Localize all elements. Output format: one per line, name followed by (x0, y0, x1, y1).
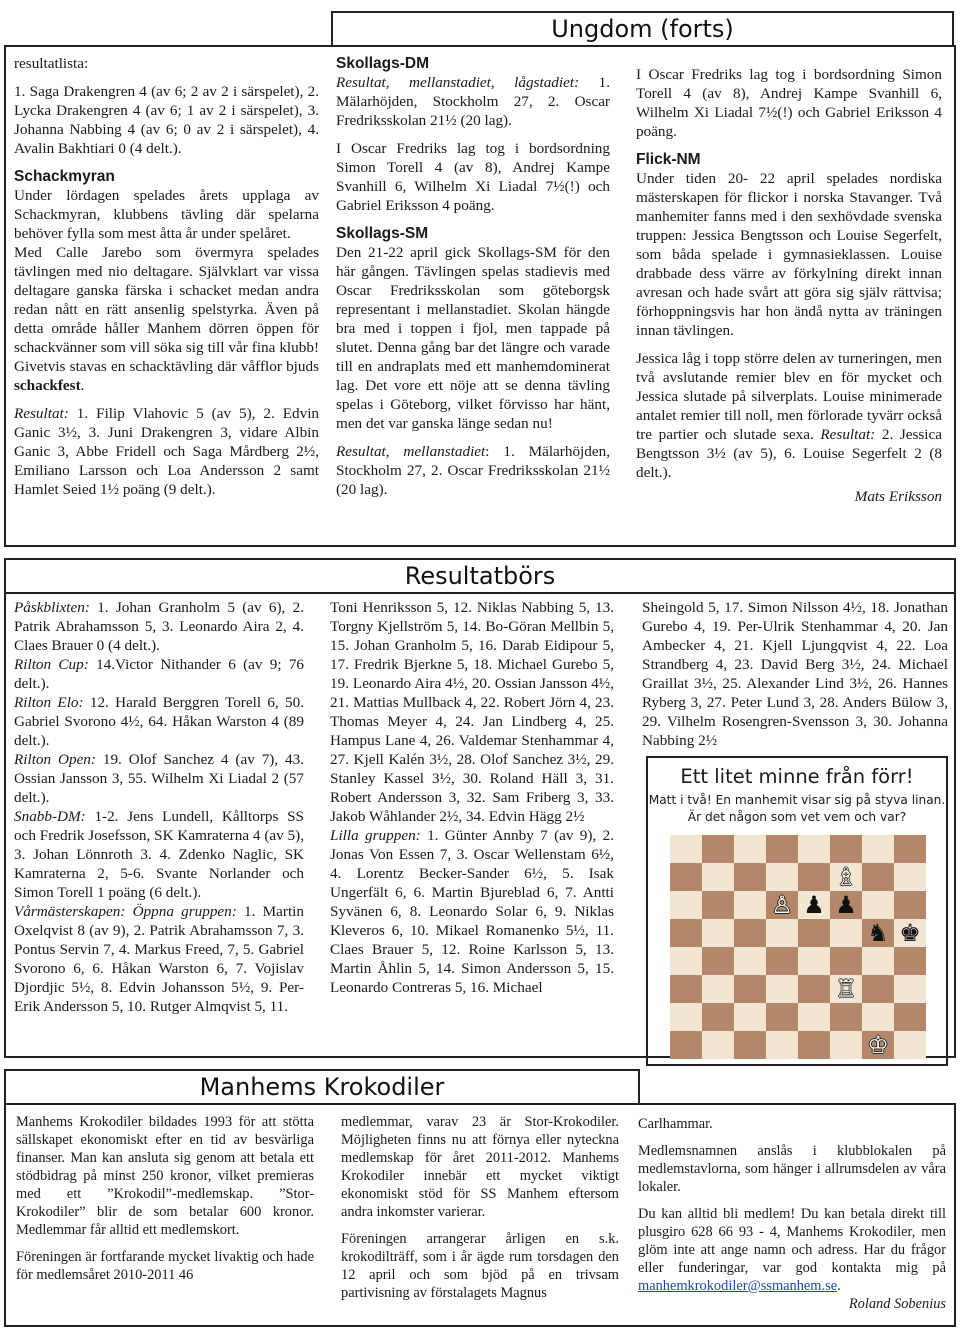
heading-skollags-dm: Skollags-DM (336, 55, 430, 72)
chess-piece: ♖ (835, 975, 857, 1003)
paragraph: Sheingold 5, 17. Simon Nilsson 4½, 18. Jonathan Gurebo 4, 19. Per-Ulrik Stenhammar 4, 20. Jan Ambecker 4, 21. Kjell Ljungqvist 4, 22. Loa Strandberg 4, 23. David Berg 3½, 24. Michael Graillat 3½, 25. Alexander Lind 3½, 26. Hannes Ryberg 3, 27. Peter Lund 3, 28. Anders Bülow 3, 29. Vilhelm Rosengren-Svensson 3, 30. Johanna Nabbing 2½ (642, 599, 948, 749)
board-square (734, 947, 766, 975)
board-square (766, 1031, 798, 1059)
board-square (894, 891, 926, 919)
board-square (894, 1031, 926, 1059)
board-square (766, 947, 798, 975)
result-entry: Rilton Elo: 12. Harald Berggren Torell 6, 50. Gabriel Svorono 4½, 64. Håkan Warston 4 (89 delt.). (14, 694, 304, 749)
paragraph: Resultat: 1. Filip Vlahovic 5 (av 5), 2. Edvin Ganic 3½, 3. Juni Drakengren 3, vidare Albin Ganic 3, Abbe Fridell och Saga Mårdberg 2½, Emiliano Larsson och Loa Andersson 2 samt Hamlet Seied 1½ poäng (9 delt.). (14, 405, 320, 498)
chess-piece: ♚ (899, 919, 921, 947)
paragraph: Medlemsnamnen anslås i klubblokalen på medlemstavlorna, som hänger i allrumsdelen av våra lokaler. (638, 1143, 946, 1195)
paragraph: Lilla gruppen: 1. Günter Annby 7 (av 9), 2. Jonas Von Essen 7, 3. Oscar Wellenstam 6½, 4. Lorentz Becker-Sander 6½, 5. Isak Ungerfält 6, 6. Martin Bjureblad 6, 7. Antti Syvänen 6, 8. Leonardo Solar 6, 9. Niklas Kleveros 6, 10. Mikael Romanenko 5½, 11. Claes Brauer 5, 12. Roine Karlsson 5, 13. Martin Åhlin 5, 14. Simon Andersson 5, 15. Leonardo Contreras 5, 16. Michael (330, 827, 614, 996)
board-square (702, 835, 734, 863)
chess-piece: ♔ (867, 1031, 889, 1059)
ungdom-col2 (336, 54, 610, 499)
board-square (830, 947, 862, 975)
paragraph: resultatlista: (14, 55, 89, 72)
result-entry: Vårmästerskapen: Öppna gruppen: 1. Martin Oxelqvist 8 (av 9), 2. Patrik Abrahamsson 7, 3. Pontus Servin 7, 4. Markus Freed, 7, 5. Gabriel Svorono 6, 6. Håkan Warston 6, 7. Vojislav Djordjic 5½, 8. Edvin Johansson 5½, 9. Per-Erik Andersson 5, 10. Rutger Almqvist 5, 11. (14, 903, 304, 1015)
result-entry: Rilton Cup: 14.Victor Nithander 6 (av 9; 76 delt.). (14, 656, 305, 692)
paragraph: Jessica låg i topp större delen av turneringen, men två avslutande remier blev en för mycket och Jessica slutade på silverplats. Louise minimerade antalet remier till noll, men förlorade tyvärr också tre partier och slutade sexa. Resultat: 2. Jessica Bengtsson 3½ (av 5), 6. Louise Segerfelt 2 (8 delt.). (636, 350, 943, 481)
paragraph: Carlhammar. (638, 1116, 713, 1132)
board-square (670, 919, 702, 947)
board-square (894, 975, 926, 1003)
board-square (798, 863, 830, 891)
board-square (798, 835, 830, 863)
email-link[interactable]: manhemkrokodiler@ssmanhem.se (638, 1278, 838, 1294)
krokodiler-col3 (638, 1115, 946, 1313)
chess-piece: ♟ (835, 891, 857, 919)
board-square (766, 863, 798, 891)
heading-flick-nm: Flick-NM (636, 151, 701, 168)
paragraph: I Oscar Fredriks lag tog i bordsordning Simon Torell 4 (av 8), Andrej Kampe Svanhill 6, Wilhelm Xi Liadal 7½(!) och Gabriel Eriksson 4 poäng. (636, 66, 942, 140)
board-square (766, 835, 798, 863)
board-square (670, 1031, 702, 1059)
paragraph: Med Calle Jarebo som övermyra spelades tävlingen med nio deltagare. Självklart var vissa deltagare ganska färska i schacket medan andra redan nått en rätt ansenlig spelstyrka. Även på detta område håller Manhem dörren öppen för schackvänner som vill söka sig till vår fina klubb! Givetvis stavas en schacktävling där våfflor bjuds schackfest. (14, 244, 319, 394)
board-square (670, 975, 702, 1003)
board-square (702, 975, 734, 1003)
paragraph: Föreningen är fortfarande mycket livaktig och hade för medlemsåret 2010-2011 46 (16, 1249, 314, 1283)
board-square (702, 947, 734, 975)
board-square (830, 1031, 862, 1059)
board-square (894, 1003, 926, 1031)
resultatbors-col2 (330, 598, 614, 997)
paragraph: Toni Henriksson 5, 12. Niklas Nabbing 5, 13. Torgny Kjellström 5, 14. Bo-Göran Mellbin 5, 15. Johan Granholm 5, 16. Darab Eidipour 5, 17. Fredrik Bjerkne 5, 18. Michael Gurebo 5, 19. Leonardo Aira 4½, 20. Ossian Jansson 4½, 21. Mattias Mullback 4, 22. Robert Jörn 4, 23. Thomas Meyer 4, 24. Jan Lindberg 4, 25. Hampus Lane 4, 26. Valdemar Stenhammar 4, 27. Kjell Kalén 3½, 28. Olof Sanchez 3½, 29. Stanley Kassel 3½, 30. Roland Häll 3, 31. Robert Andersson 3, 32. Sam Friberg 3, 33. Jakob Wåhlander 2½, 34. Edvin Hägg 2½ (330, 599, 614, 825)
board-square (894, 863, 926, 891)
board-square (798, 1031, 830, 1059)
section-title-krokodiler: Manhems Krokodiler (4, 1069, 640, 1103)
board-square (670, 863, 702, 891)
paragraph: Under tiden 20- 22 april spelades nordiska mästerskapen för flickor i norska Stavanger. Två manhemiter fanns med i den sexhövdade svenska truppen: Jessica Bengtsson och Louise Segerfelt, som båda spelade i gymnasieklassen. Louise drabbade dess värre av förkylning direkt innan avresan och hade svårt att göra sig själv rättvisa; förhoppningsvis har hon ändå nytta av träningen innan tävlingen. (636, 170, 942, 339)
board-square (670, 835, 702, 863)
board-square (702, 919, 734, 947)
board-square (734, 1031, 766, 1059)
chess-piece: ♟ (803, 891, 825, 919)
ungdom-col1 (14, 54, 319, 499)
result-entry: Rilton Open: 19. Olof Sanchez 4 (av 7), 43. Ossian Jansson 3, 55. Wilhelm Xi Liadal 2 (57 delt.). (14, 751, 305, 806)
chess-board (670, 835, 926, 1059)
memory-box-title: Ett litet minne från förr! (680, 765, 914, 788)
board-square (734, 835, 766, 863)
paragraph: Resultat, mellanstadiet, lågstadiet: 1. Mälarhöjden, Stockholm 27, 2. Oscar Fredriksskolan 21½ (20 lag). (336, 74, 610, 129)
board-square (734, 975, 766, 1003)
krokodiler-col2 (341, 1113, 619, 1302)
board-square (766, 1003, 798, 1031)
resultatbors-col1 (14, 598, 304, 1016)
result-entry: Påskblixten: 1. Johan Granholm 5 (av 6), 2. Patrik Abrahamsson 5, 3. Leonardo Aira 2, 4. Claes Brauer 0 (4 delt.). (14, 599, 304, 654)
board-square (894, 835, 926, 863)
board-square (862, 947, 894, 975)
board-square (702, 1031, 734, 1059)
board-square (766, 919, 798, 947)
board-square (766, 975, 798, 1003)
board-square (798, 975, 830, 1003)
section-title-ungdom: Ungdom (forts) (331, 11, 954, 45)
heading-skollags-sm: Skollags-SM (336, 225, 429, 242)
krokodiler-col1 (16, 1113, 314, 1284)
board-square (734, 863, 766, 891)
ungdom-col3 (636, 65, 942, 506)
resultatbors-col3 (642, 598, 948, 750)
board-square (702, 891, 734, 919)
board-square (862, 863, 894, 891)
paragraph: Manhems Krokodiler bildades 1993 för att stötta sällskapet ekonomiskt efter en tid av besvärliga finanser. Man kan ansluta sig genom att betala ett stödbidrag på minst 250 kronor, vilket premieras med ett ”Krokodil”-medlemskap. ”Stor-Krokodiler” blir de som betalar 600 kronor. Medlemmar får alltid ett medlemskort. (16, 1114, 314, 1238)
board-square (830, 835, 862, 863)
memory-box-caption: Matt i två! En manhemit visar sig på styva linan. Är det någon som vet vem och var? (648, 793, 946, 824)
paragraph: Du kan alltid bli medlem! Du kan betala direkt till plusgiro 628 66 93 - 4, Manhems Krokodiler, men glöm inte att ange namn och adress. Har du frågor eller funderingar, var god kontakta mig på manhemkrokodiler@ssmanhem.se. (638, 1206, 946, 1294)
board-square (894, 947, 926, 975)
paragraph: medlemmar, varav 23 är Stor-Krokodiler. Möjligheten finns nu att förnya eller nyteckna medlemskap för året 2011-2012. Manhems Krokodiler innebär ett mycket viktigt ekonomiskt stöd för SS Manhem eftersom andra inkomster varierar. (341, 1114, 619, 1220)
board-square (734, 891, 766, 919)
paragraph: 1. Saga Drakengren 4 (av 6; 2 av 2 i särspelet), 2. Lycka Drakengren 4 (av 6; 1 av 2 i särspelet), 3. Johanna Nabbing 4 (av 6; 0 av 2 i särspelet), 4. Avalin Bakhtiari 0 (4 delt.). (14, 83, 319, 157)
result-entry: Snabb-DM: 1-2. Jens Lundell, Kålltorps SS och Fredrik Josefsson, SK Kamraterna 4 (av 5), 3. Johan Lönnroth 3. 4. Zdenko Naglic, SK Kamraterna 2, 5-6. Svante Norlander och Simon Torell 1 poäng (6 delt.). (14, 808, 304, 901)
board-square (862, 891, 894, 919)
memory-box (646, 756, 948, 1066)
section-title-resultatbors: Resultatbörs (4, 558, 956, 592)
chess-piece: ♙ (771, 891, 793, 919)
board-square (862, 1003, 894, 1031)
heading-schackmyran: Schackmyran (14, 168, 115, 185)
board-square (734, 1003, 766, 1031)
board-square (830, 1003, 862, 1031)
board-square (862, 975, 894, 1003)
paragraph: Resultat, mellanstadiet: 1. Mälarhöjden, Stockholm 27, 2. Oscar Fredriksskolan 21½ (20 lag). (336, 443, 610, 498)
signature: Mats Eriksson (854, 488, 942, 505)
board-square (862, 835, 894, 863)
board-square (798, 1003, 830, 1031)
chess-piece: ♞ (867, 919, 889, 947)
board-square (734, 919, 766, 947)
board-square (798, 919, 830, 947)
paragraph: Under lördagen spelades årets upplaga av Schackmyran, klubbens tävling där spelarna behöver fylla som mest åtta år under spelåret. (14, 187, 319, 242)
paragraph: Föreningen arrangerar årligen en s.k. krokodilträff, som i år ägde rum torsdagen den 12 april och som bjöd på en trivsam partivisning av förstalagets Magnus (341, 1231, 619, 1301)
board-square (702, 1003, 734, 1031)
board-square (702, 863, 734, 891)
chess-piece: ♗ (835, 863, 857, 891)
paragraph: Den 21-22 april gick Skollags-SM för den här gången. Tävlingen spelas stadievis med Oscar Fredriksskolan som göteborgsk representant i mellanstadiet. Skolan hängde bra med i toppen i fjol, men tappade på slutet. Denna gång bar det längre och varade till en andraplats med ett manhemdominerat lag. Det vore ett nöje att se denna tävling spelas i Göteborg, vilket förvisso har hänt, men det var ganska länge sedan nu! (336, 244, 610, 432)
board-square (670, 891, 702, 919)
paragraph: I Oscar Fredriks lag tog i bordsordning Simon Torell 4 (av 8), Andrej Kampe Svanhill 6, Wilhelm Xi Liadal 7½(!) och Gabriel Eriksson 4 poäng. (336, 140, 610, 214)
board-square (670, 1003, 702, 1031)
signature: Roland Sobenius (848, 1296, 946, 1312)
board-square (798, 947, 830, 975)
board-square (830, 919, 862, 947)
board-square (670, 947, 702, 975)
